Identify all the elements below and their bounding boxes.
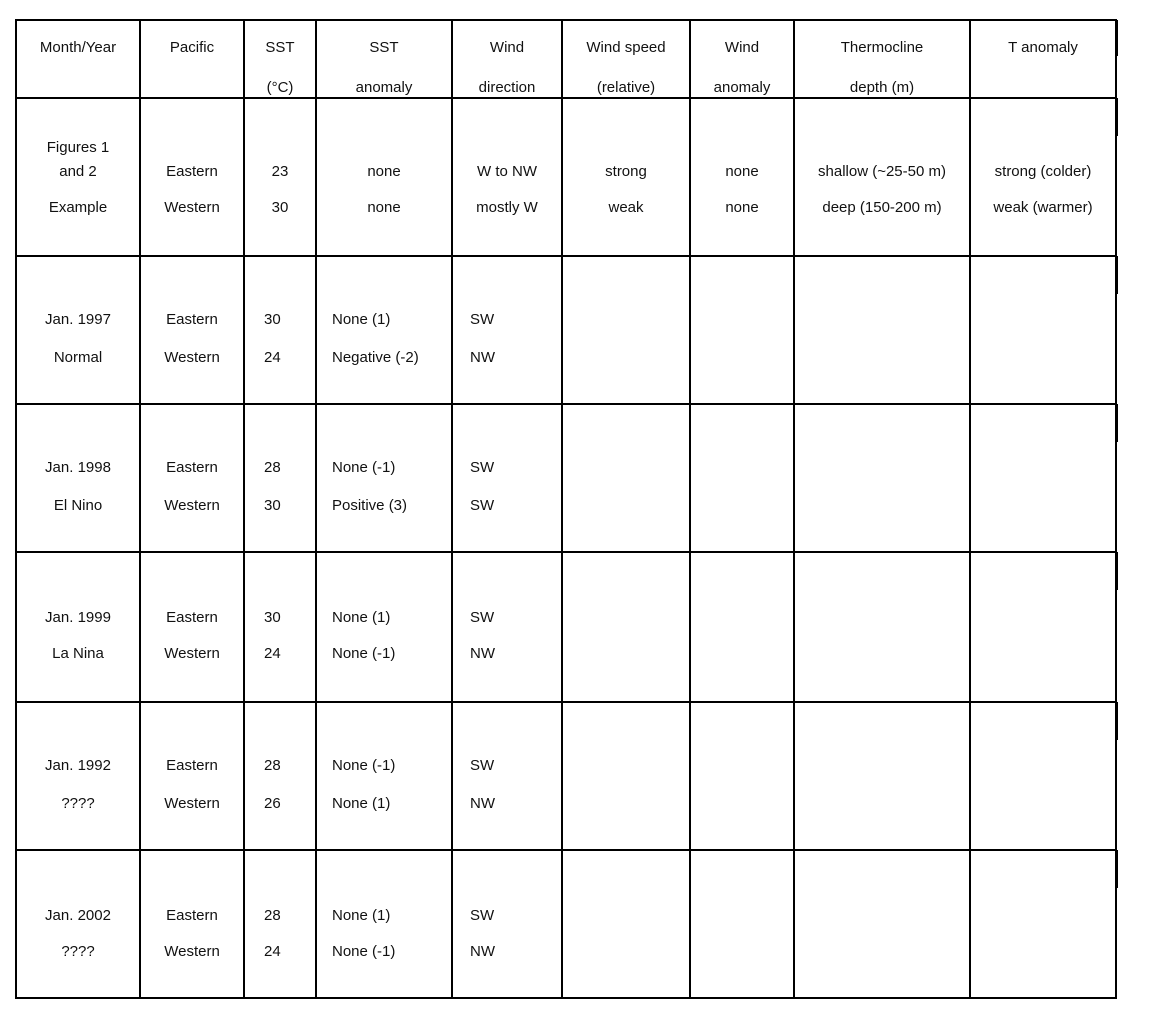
header-t-anomaly: T anomaly [1008, 39, 1078, 56]
record-sst-cell: 30 [264, 311, 281, 328]
example-wind-direction-cell: mostly W [476, 199, 538, 216]
record-sst-anomaly-cell: Positive (3) [332, 497, 408, 514]
record-pacific-cell: Western [164, 795, 220, 812]
example-sst-anomaly-cell: none [367, 199, 401, 216]
record-wind-direction-cell: SW [470, 311, 495, 328]
header-wind-anomaly-line2: anomaly [713, 79, 771, 96]
record-sst-cell: 30 [264, 609, 281, 626]
header-thermocline-depth: Thermocline [840, 39, 924, 56]
header-wind-direction: Wind [489, 39, 525, 56]
record-sst-anomaly-cell: Negative (-2) [332, 349, 419, 366]
table-vertical-border [451, 19, 453, 999]
record-pacific-cell: Eastern [166, 459, 218, 476]
example-label: Figures 1 [46, 139, 110, 156]
record-date: Jan. 1998 [45, 459, 111, 476]
record-pacific-cell: Eastern [166, 907, 218, 924]
table-horizontal-border [15, 997, 1117, 999]
record-wind-direction-cell: NW [470, 645, 495, 662]
header-pacific: Pacific [169, 39, 215, 56]
record-wind-direction-cell: SW [470, 497, 495, 514]
record-wind-direction-cell: SW [470, 459, 495, 476]
table-vertical-border [793, 19, 795, 999]
header-thermocline-depth-line2: depth (m) [849, 79, 915, 96]
table-vertical-border [689, 19, 691, 999]
record-pacific-cell: Eastern [166, 609, 218, 626]
example-wind-direction-cell: W to NW [477, 163, 537, 180]
record-wind-direction-cell: SW [470, 907, 495, 924]
record-wind-direction-cell: NW [470, 349, 495, 366]
table-horizontal-border [15, 701, 1117, 703]
example-pacific-cell: Eastern [166, 163, 218, 180]
table-horizontal-border [15, 551, 1117, 553]
header-month-year: Month/Year [39, 39, 117, 56]
example-t-anomaly-cell: strong (colder) [994, 163, 1092, 180]
table-horizontal-border [15, 849, 1117, 851]
record-sst-cell: 28 [264, 907, 281, 924]
record-wind-direction-cell: NW [470, 943, 495, 960]
record-pacific-cell: Western [164, 349, 220, 366]
example-wind-speed-cell: strong [605, 163, 647, 180]
record-date: Jan. 1997 [45, 311, 111, 328]
record-sst-cell: 28 [264, 757, 281, 774]
table-vertical-border [139, 19, 141, 999]
table-right-edge-mark [1115, 256, 1118, 294]
record-pacific-cell: Eastern [166, 757, 218, 774]
record-label: ???? [61, 943, 95, 960]
record-sst-cell: 24 [264, 349, 281, 366]
record-sst-anomaly-cell: None (1) [332, 609, 391, 626]
record-sst-anomaly-cell: None (-1) [332, 943, 396, 960]
header-wind-anomaly: Wind [724, 39, 760, 56]
record-date: Jan. 1992 [45, 757, 111, 774]
table-vertical-border [315, 19, 317, 999]
record-label: La Nina [52, 645, 104, 662]
example-label: Example [48, 199, 108, 216]
table-horizontal-border [15, 255, 1117, 257]
header-wind-direction-line2: direction [478, 79, 536, 96]
record-sst-cell: 24 [264, 645, 281, 662]
record-pacific-cell: Western [164, 943, 220, 960]
header-sst-anomaly-line2: anomaly [355, 79, 413, 96]
table-vertical-border [15, 19, 17, 999]
record-label: Normal [53, 349, 103, 366]
header-sst: SST [265, 39, 295, 56]
record-wind-direction-cell: SW [470, 757, 495, 774]
example-wind-anomaly-cell: none [725, 163, 759, 180]
header-sst-anomaly: SST [369, 39, 399, 56]
example-sst-cell: 23 [271, 163, 289, 180]
record-sst-cell: 26 [264, 795, 281, 812]
example-pacific-cell: Western [164, 199, 220, 216]
table-vertical-border [969, 19, 971, 999]
record-label: El Nino [53, 497, 103, 514]
record-sst-anomaly-cell: None (1) [332, 907, 391, 924]
record-wind-direction-cell: NW [470, 795, 495, 812]
example-thermocline-depth-cell: shallow (~25-50 m) [818, 163, 946, 180]
record-sst-cell: 28 [264, 459, 281, 476]
example-sst-cell: 30 [271, 199, 289, 216]
table-right-edge-mark [1115, 702, 1118, 740]
record-sst-anomaly-cell: None (1) [332, 795, 391, 812]
table-horizontal-border [15, 97, 1117, 99]
record-label: ???? [61, 795, 95, 812]
record-date: Jan. 1999 [45, 609, 111, 626]
record-wind-direction-cell: SW [470, 609, 495, 626]
example-sst-anomaly-cell: none [367, 163, 401, 180]
table-horizontal-border [15, 403, 1117, 405]
example-t-anomaly-cell: weak (warmer) [993, 199, 1093, 216]
table-right-edge-mark [1115, 98, 1118, 136]
example-wind-anomaly-cell: none [725, 199, 759, 216]
record-pacific-cell: Western [164, 645, 220, 662]
table-right-edge-mark [1115, 850, 1118, 888]
record-sst-anomaly-cell: None (1) [332, 311, 391, 328]
header-wind-speed-line2: (relative) [596, 79, 656, 96]
record-sst-anomaly-cell: None (-1) [332, 645, 396, 662]
record-pacific-cell: Western [164, 497, 220, 514]
table-vertical-border [561, 19, 563, 999]
record-sst-cell: 30 [264, 497, 281, 514]
header-sst-line2: (°C) [266, 79, 294, 96]
example-wind-speed-cell: weak [608, 199, 644, 216]
table-vertical-border [243, 19, 245, 999]
table-right-edge-mark [1115, 20, 1118, 56]
table-right-edge-mark [1115, 404, 1118, 442]
record-sst-anomaly-cell: None (-1) [332, 757, 396, 774]
example-label: and 2 [59, 163, 97, 180]
table-horizontal-border [15, 19, 1117, 21]
record-sst-cell: 24 [264, 943, 281, 960]
example-thermocline-depth-cell: deep (150-200 m) [822, 199, 942, 216]
record-pacific-cell: Eastern [166, 311, 218, 328]
table-right-edge-mark [1115, 552, 1118, 590]
header-wind-speed: Wind speed [586, 39, 666, 56]
record-sst-anomaly-cell: None (-1) [332, 459, 396, 476]
record-date: Jan. 2002 [45, 907, 111, 924]
